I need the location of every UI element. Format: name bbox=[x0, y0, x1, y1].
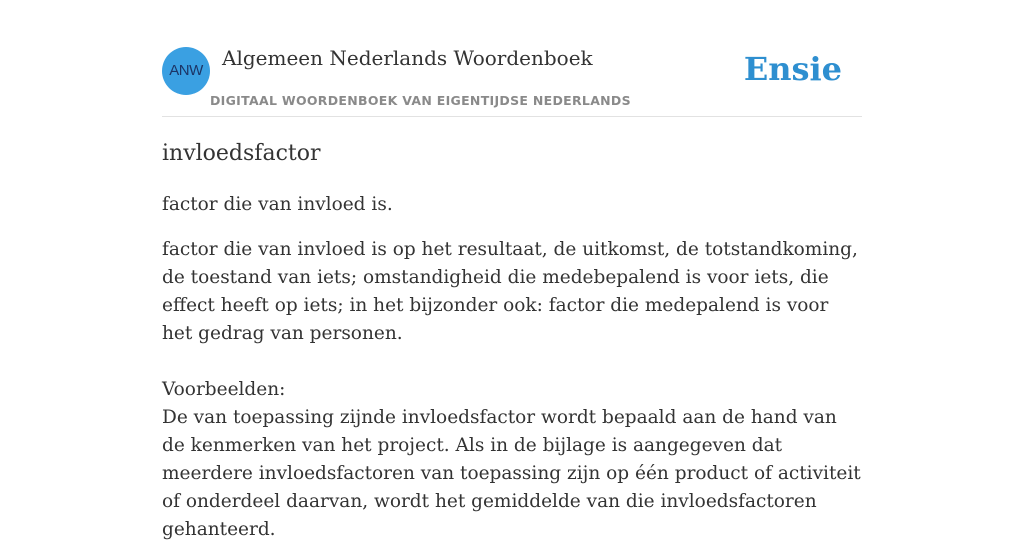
long-definition: factor die van invloed is op het resultaat, de uitkomst, de totstandkoming, de toestand van iets; omstandigheid die medebepalend is voor iets, die effect heeft op iets; in het bijzonder ook: factor die medepalend is voor het gedrag van personen. bbox=[162, 239, 858, 344]
site-title[interactable]: Algemeen Nederlands Woordenboek bbox=[222, 46, 593, 70]
site-header bbox=[162, 0, 862, 117]
entry-content bbox=[162, 138, 862, 544]
examples-label: Voorbeelden: bbox=[162, 379, 286, 400]
site-subtitle: DIGITAAL WOORDENBOEK VAN EIGENTIJDSE NEDERLANDS bbox=[210, 93, 631, 108]
short-definition: factor die van invloed is. bbox=[162, 194, 393, 215]
ensie-brand-logo[interactable]: Ensie bbox=[743, 50, 842, 88]
anw-logo[interactable]: ANW bbox=[162, 47, 210, 95]
entry-headword: invloedsfactor bbox=[162, 141, 321, 166]
example-text: De van toepassing zijnde invloedsfactor wordt bepaald aan de hand van de kenmerken van het project. Als in de bijlage is aangegeven dat meerdere invloedsfactoren van toepassing zijn op één product of activiteit of onderdeel daarvan, wordt het gemiddelde van die invloedsfactoren gehanteerd. bbox=[162, 407, 861, 540]
